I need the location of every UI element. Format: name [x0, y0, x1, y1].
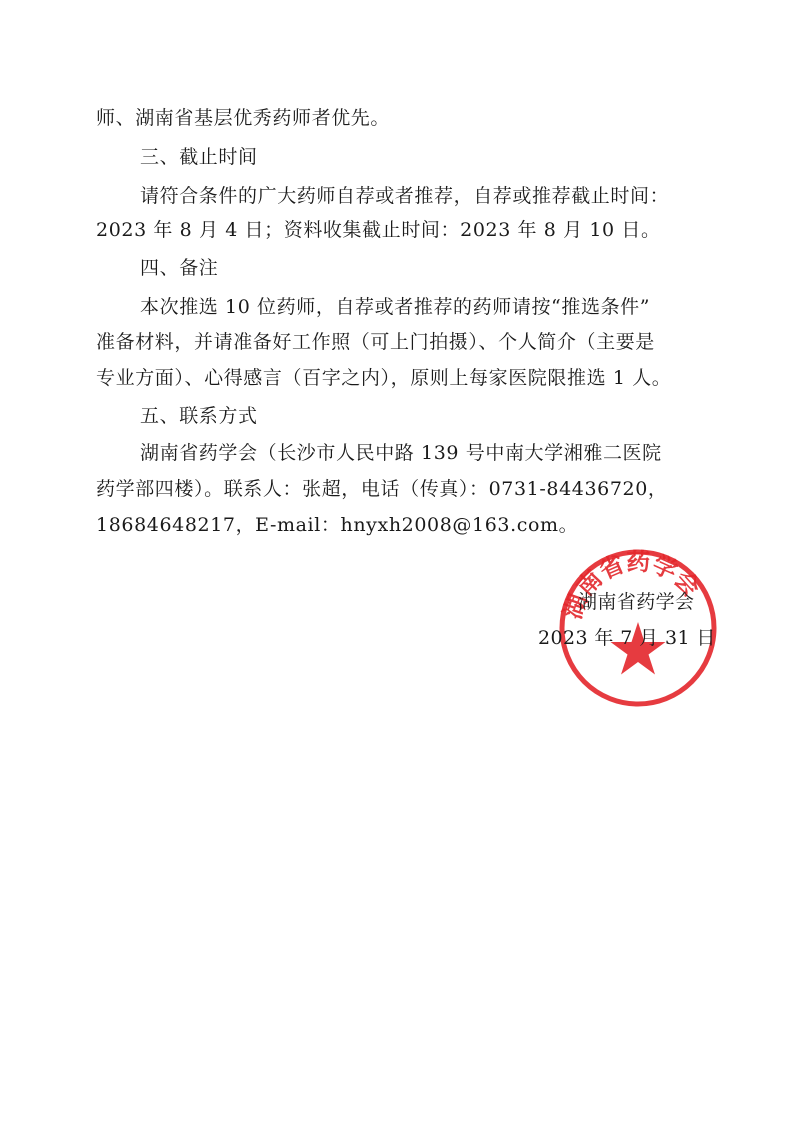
paragraph-line-11: 药学部四楼）。联系人：张超，电话（传真）：0731-84436720，	[96, 478, 668, 500]
section-heading-contact: 五、联系方式	[140, 405, 258, 427]
paragraph-line-4: 2023 年 8 月 4 日；资料收集截止时间：2023 年 8 月 10 日。	[96, 219, 661, 241]
signature-date: 2023 年 7 月 31 日	[538, 627, 716, 649]
paragraph-line-7: 准备材料，并请准备好工作照（可上门拍摄）、个人简介（主要是	[96, 331, 655, 353]
paragraph-line-1: 师、湖南省基层优秀药师者优先。	[96, 107, 391, 129]
paragraph-line-6: 本次推选 10 位药师，自荐或者推荐的药师请按“推选条件”	[140, 296, 651, 318]
paragraph-line-10: 湖南省药学会（长沙市人民中路 139 号中南大学湘雅二医院	[140, 442, 662, 464]
paragraph-line-12: 18684648217，E-mail：hnyxh2008@163.com。	[96, 514, 579, 536]
paragraph-line-3: 请符合条件的广大药师自荐或者推荐，自荐或推荐截止时间：	[140, 185, 670, 207]
section-heading-deadline: 三、截止时间	[140, 146, 258, 168]
section-heading-remarks: 四、备注	[140, 257, 219, 279]
paragraph-line-8: 专业方面）、心得感言（百字之内），原则上每家医院限推选 1 人。	[96, 367, 672, 389]
signature-organization: 湖南省药学会	[578, 591, 695, 613]
svg-text:湖南省药学会: 湖南省药学会	[558, 548, 707, 623]
